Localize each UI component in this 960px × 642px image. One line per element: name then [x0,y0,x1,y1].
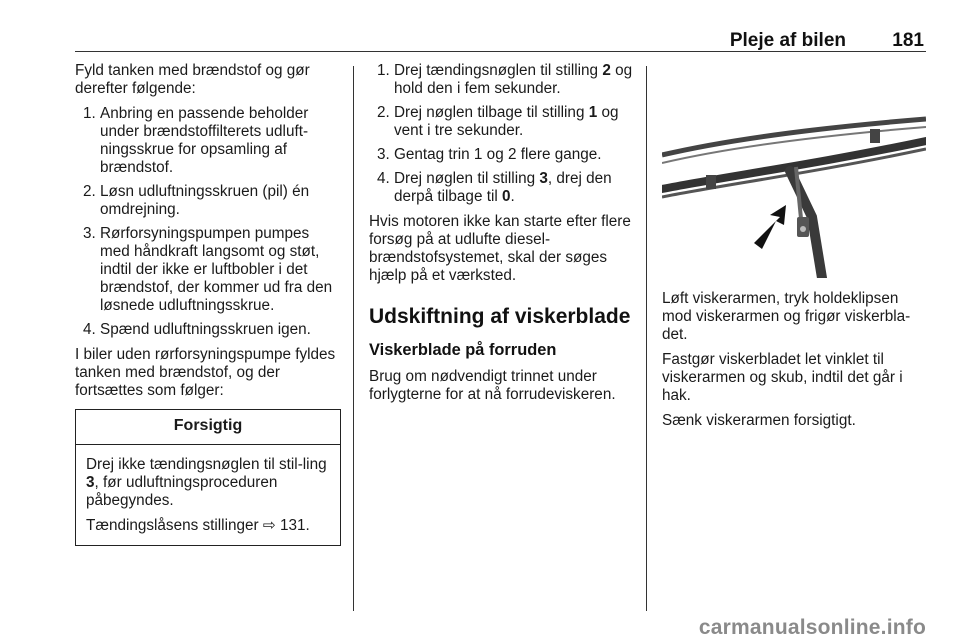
page-number: 181 [892,30,924,51]
list-item: 3. Rørforsyningspumpen pumpes med håndkraft langsomt og støt, indtil der ikke er luftbobler i det brændstof, der kommer ud fra den løsnede udluftningsskrue. [83,225,333,314]
caution-body [76,445,340,545]
blade-clip [706,175,716,189]
list-item: 3. Gentag trin 1 og 2 flere gange. [377,146,602,163]
instruction-paragraph: Fastgør viskerbladet let vinklet til viskerarmen og skub, indtil det går i hak. [662,351,903,404]
list-item: 4. Spænd udluftningsskruen igen. [83,321,311,338]
list-item: 1. Anbring en passende beholder under brændstoffilterets udluft-ningsskrue for opsamling af brændstof. [83,105,309,176]
arrow-icon [754,205,786,249]
watermark: carmanualsonline.info [698,616,926,639]
intro-paragraph: Fyld tanken med brændstof og gør derefter følgende: [75,62,310,97]
help-paragraph: Hvis motoren ikke kan starte efter flere forsøg på at udlufte diesel-brændstofsystemet, skal der søges hjælp på et værksted. [369,213,631,284]
blade-clip [870,129,880,143]
body-paragraph: Brug om nødvendigt trinnet under forlygterne for at nå forrudeviskeren. [369,368,616,403]
caution-text: Drej ikke tændingsnøglen til stil-ling 3, før udluftningsproceduren påbegyndes. [86,456,327,509]
list-item: 2. Drej nøglen tilbage til stilling 1 og vent i tre sekunder. [377,104,619,139]
column-3 [662,290,928,437]
section-heading: Udskiftning af viskerblade [369,305,631,328]
page-header [75,0,926,52]
procedure-list [75,105,341,339]
ignition-steps-list [369,62,635,206]
reference-link[interactable]: 131. [279,517,310,534]
wiper-illustration [662,67,926,278]
list-item: 2. Løsn udluftningsskruen (pil) én omdrejning. [83,183,310,218]
column-divider [646,66,647,611]
column-1 [75,62,341,546]
subsection-heading: Viskerblade på forruden [369,341,557,359]
caution-box [75,409,341,546]
column-divider [353,66,354,611]
reference-arrow-icon: ⇨ [262,517,276,534]
list-item: 1. Drej tændingsnøglen til stilling 2 og hold den i fem sekunder. [377,62,633,97]
page-title: Pleje af bilen [729,30,846,51]
clip-pin [800,226,806,232]
caution-heading: Forsigtig [76,410,340,445]
instruction-paragraph: Sænk viskerarmen forsigtigt. [662,412,856,429]
wiper-drawing [662,67,926,278]
instruction-paragraph: Løft viskerarmen, tryk holdeklipsen mod viskerarmen og frigør viskerbla-det. [662,290,911,343]
column-2 [369,62,635,411]
list-item: 4. Drej nøglen til stilling 3, drej den derpå tilbage til 0. [377,170,612,205]
cross-reference: Tændingslåsens stillinger ⇨ 131. [86,517,310,534]
outro-paragraph: I biler uden rørforsyningspumpe fyldes tanken med brændstof, og der fortsættes som følger: [75,346,336,399]
